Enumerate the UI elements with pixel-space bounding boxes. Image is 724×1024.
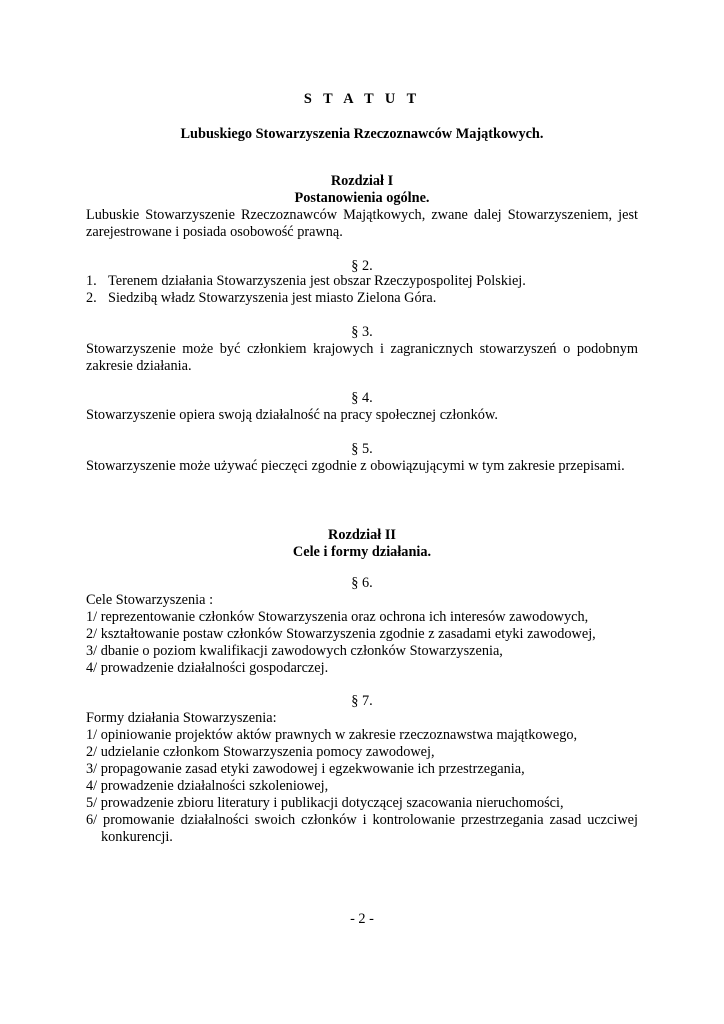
section-5-label: § 5.: [351, 441, 373, 457]
list-item: 1/ opiniowanie projektów aktów prawnych w zakresie rzeczoznawstwa majątkowego,: [86, 727, 578, 743]
section-3-line-1: Stowarzyszenie może być członkiem krajowych i zagranicznych stowarzyszeń o podobnym: [86, 341, 638, 357]
section-6-label: § 6.: [351, 575, 373, 591]
chapter-1-subheading: Postanowienia ogólne.: [294, 190, 430, 206]
section-4-label: § 4.: [351, 390, 373, 406]
list-item: [86, 290, 638, 308]
chapter-1-intro-line-2: zarejestrowane i posiada osobowość prawną.: [86, 224, 343, 240]
section-4-text: Stowarzyszenie opiera swoją działalność na pracy społecznej członków.: [86, 407, 498, 423]
list-item: 3/ propagowanie zasad etyki zawodowej i egzekwowanie ich przestrzegania,: [86, 761, 525, 777]
section-5-text: Stowarzyszenie może używać pieczęci zgodnie z obowiązującymi w tym zakresie przepisami.: [86, 458, 625, 474]
section-3-label: § 3.: [351, 324, 373, 340]
list-item-number: 1.: [86, 273, 97, 289]
list-item: [86, 273, 638, 291]
list-item: 2/ udzielanie członkom Stowarzyszenia pomocy zawodowej,: [86, 744, 435, 760]
list-item: 1/ reprezentowanie członków Stowarzyszenia oraz ochrona ich interesów zawodowych,: [86, 609, 589, 625]
list-item-number: 2.: [86, 290, 97, 306]
list-item-text: Siedzibą władz Stowarzyszenia jest miasto Zielona Góra.: [108, 290, 437, 306]
section-3-line-2: zakresie działania.: [86, 358, 192, 374]
list-item: 4/ prowadzenie działalności gospodarczej.: [86, 660, 329, 676]
section-7-label: § 7.: [351, 693, 373, 709]
section-2-label: § 2.: [351, 258, 373, 274]
chapter-1-intro-line-1: Lubuskie Stowarzyszenie Rzeczoznawców Majątkowych, zwane dalej Stowarzyszeniem, jest: [86, 207, 638, 223]
list-item: 5/ prowadzenie zbioru literatury i publikacji dotyczącej szacowania nieruchomości,: [86, 795, 564, 811]
page-number: - 2 -: [350, 911, 374, 927]
document-subtitle: Lubuskiego Stowarzyszenia Rzeczoznawców Majątkowych.: [180, 126, 544, 142]
list-item: 4/ prowadzenie działalności szkoleniowej,: [86, 778, 329, 794]
list-item: 3/ dbanie o poziom kwalifikacji zawodowych członków Stowarzyszenia,: [86, 643, 503, 659]
list-item-continuation: konkurencji.: [101, 829, 173, 845]
chapter-2-subheading: Cele i formy działania.: [292, 544, 432, 560]
document-title: S T A T U T: [303, 91, 421, 107]
section-6-intro: Cele Stowarzyszenia :: [86, 592, 214, 608]
list-item: 2/ kształtowanie postaw członków Stowarzyszenia zgodnie z zasadami etyki zawodowej,: [86, 626, 596, 642]
section-7-intro: Formy działania Stowarzyszenia:: [86, 710, 277, 726]
list-item: 6/ promowanie działalności swoich członków i kontrolowanie przestrzegania zasad uczciwej: [86, 812, 638, 828]
list-item-text: Terenem działania Stowarzyszenia jest obszar Rzeczypospolitej Polskiej.: [108, 273, 526, 289]
chapter-2-heading: Rozdział II: [328, 527, 396, 543]
chapter-1-heading: Rozdział I: [330, 173, 394, 189]
